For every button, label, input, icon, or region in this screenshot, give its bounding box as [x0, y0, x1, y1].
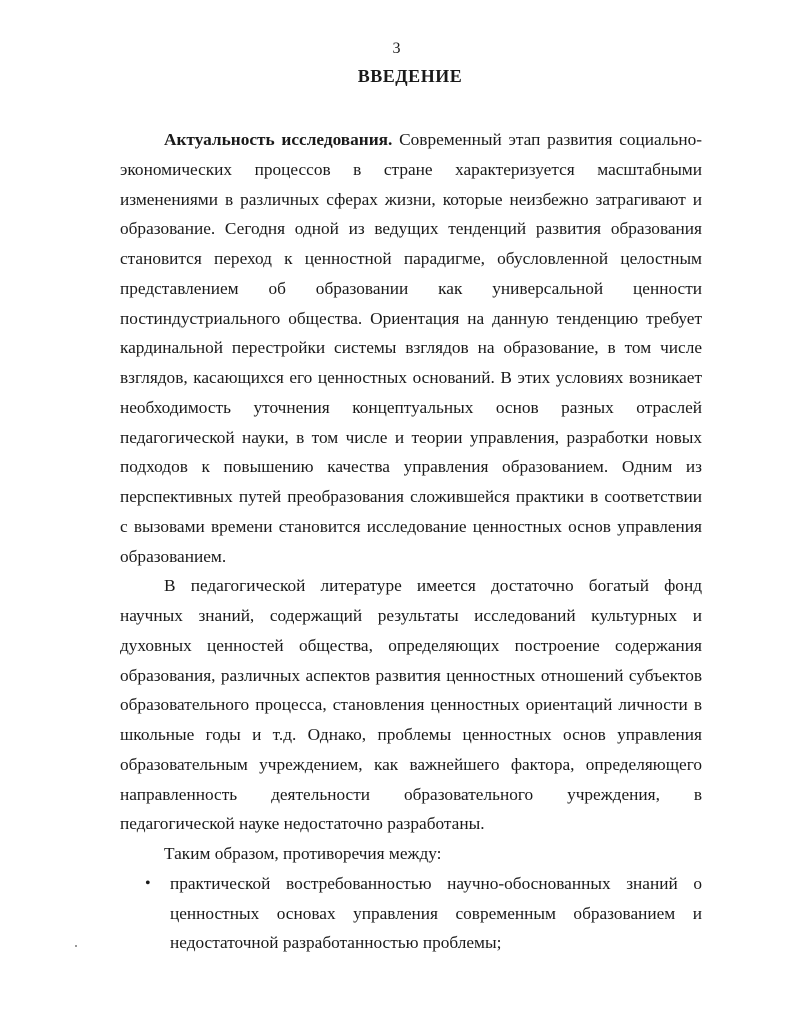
page-title: ВВЕДЕНИЕ [357, 66, 463, 86]
scan-speck [75, 945, 77, 947]
paragraph-lead: Актуальность исследования. [164, 130, 393, 149]
contradictions-list [120, 869, 702, 958]
list-item [120, 869, 702, 958]
paragraph-contradictions: Таким образом, противоречия между: [164, 844, 442, 863]
document-body [120, 125, 702, 958]
paragraph-text: Современный этап развития социально-экономических процессов в стране характеризуется масштабными изменениями в различных сферах жизни, которые неизбежно затрагивают и образование. Сегодня одной из ведущих тенденций развития образования становится переход к ценностной парадигме, обусловленной целостным представлением об образовании как универсальной ценности постиндустриального общества. Ориентация на данную тенденцию требует кардинальной перестройки системы взглядов на образование, в том числе взглядов, касающихся его ценностных оснований. В этих условиях возникает необходимость уточнения концептуальных основ разных отраслей педагогической науки, в том числе и теории управления, разработки новых подходов к повышению качества управления образованием. Одним из перспективных путей преобразования сложившейся практики в соответствии с вызовами времени становится исследование ценностных основ управления образованием. [120, 130, 702, 566]
paragraph-relevance [120, 125, 702, 571]
bullet-icon: • [145, 874, 151, 892]
paragraph-literature: В педагогической литературе имеется достаточно богатый фонд научных знаний, содержащий результаты исследований культурных и духовных ценностей общества, определяющих построение содержания образования, различных аспектов развития ценностных отношений субъектов образовательного процесса, становления ценностных ориентаций личности в школьные годы и т.д. Однако, проблемы ценностных основ управления образовательным учреждением, как важнейшего фактора, определяющего направленность деятельности образовательного учреждения, в педагогической науке недостаточно разработаны. [120, 576, 702, 834]
page-number: 3 [392, 40, 401, 57]
list-item-text: практической востребованностью научно-обоснованных знаний о ценностных основах управления современным образованием и недостаточной разработанностью проблемы; [170, 873, 702, 953]
